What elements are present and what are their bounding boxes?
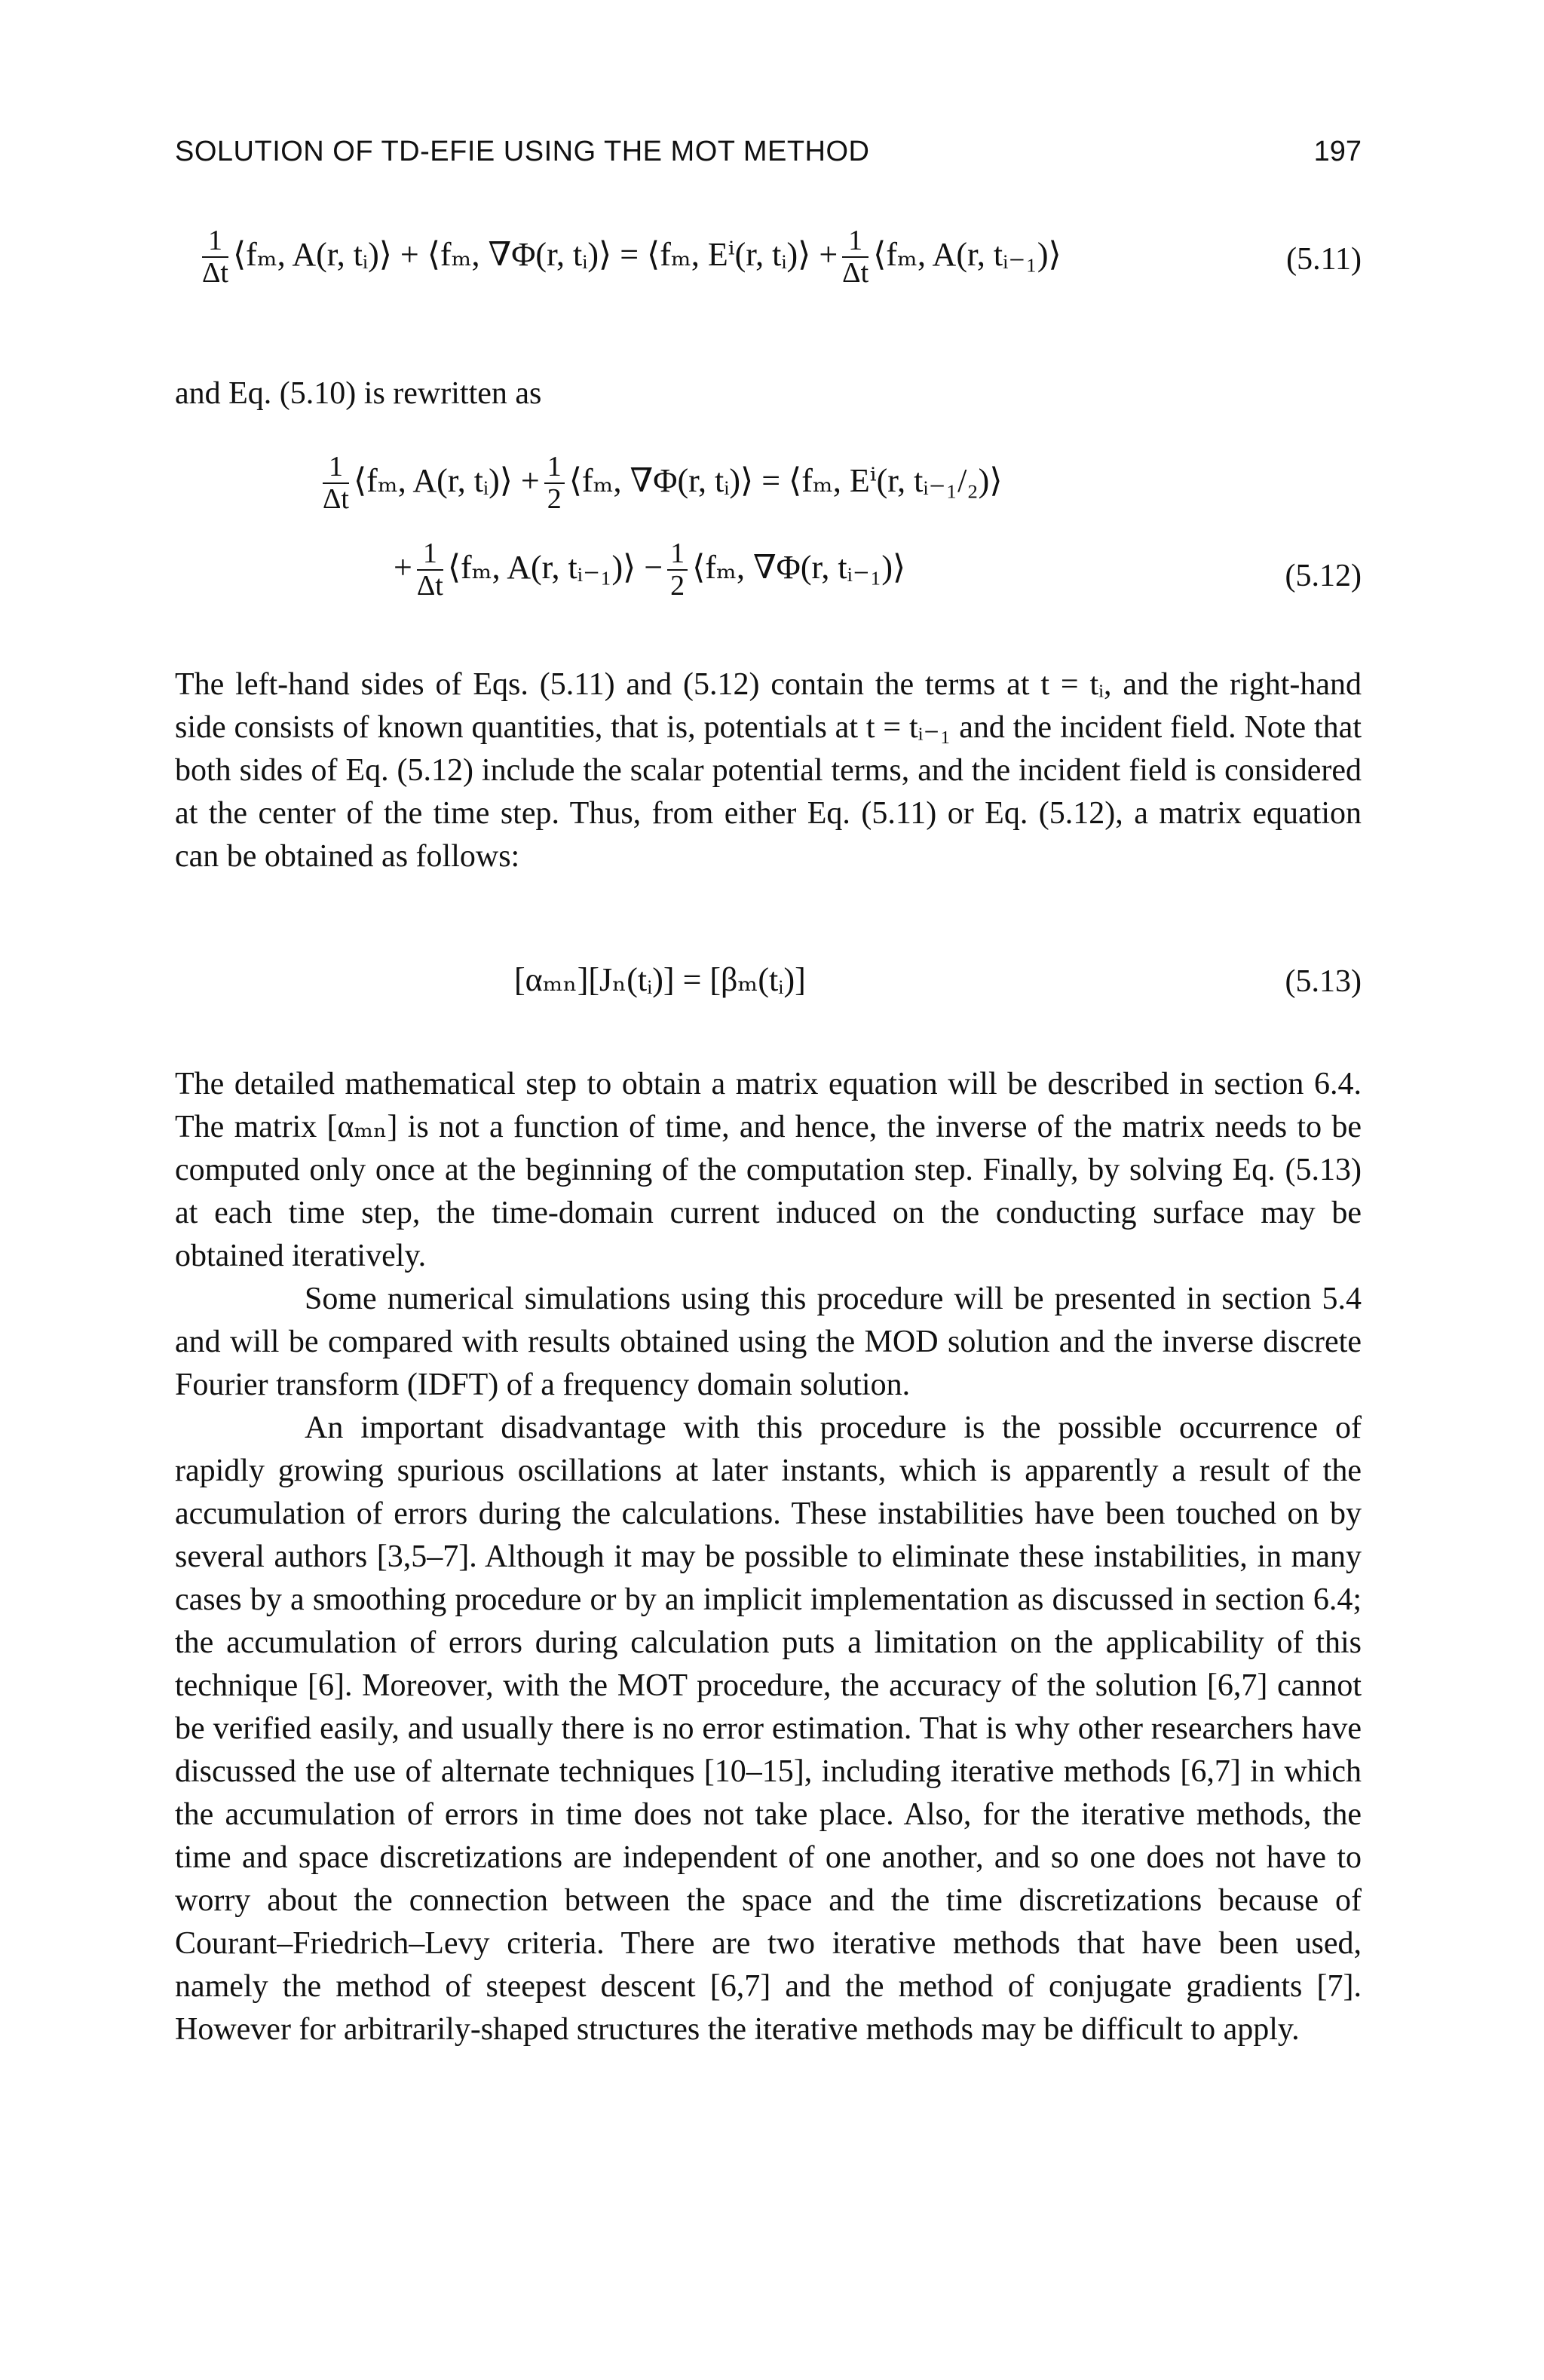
fraction-one-over-dt: $\frac{1}{\Delta t}$ (842, 225, 869, 289)
equation-5-11-body (198, 226, 1062, 289)
eq-5-11-lhs: ⟨fₘ, A(r, tᵢ)⟩ + ⟨fₘ, ∇Φ(r, tᵢ)⟩ = ⟨fₘ, Eⁱ(r, tᵢ)⟩ + (233, 235, 838, 273)
equation-number: (5.13) (1285, 964, 1362, 999)
running-title: SOLUTION OF TD-EFIE USING THE MOT METHOD (175, 136, 870, 167)
equation-5-12-line-2 (394, 539, 905, 602)
eq-5-11-rhs: ⟨fₘ, A(r, tᵢ₋₁)⟩ (873, 235, 1062, 273)
page-number: 197 (1313, 136, 1362, 167)
fraction-one-over-dt: $\frac{1}{\Delta t}$ (416, 538, 443, 602)
equation-number: (5.12) (1285, 559, 1362, 593)
fraction-one-over-dt: $\frac{1}{\Delta t}$ (202, 225, 228, 289)
plus-sign: + (394, 548, 412, 586)
eq-5-12-line1-b: ⟨fₘ, ∇Φ(r, tᵢ)⟩ = ⟨fₘ, Eⁱ(r, tᵢ₋₁/₂)⟩ (568, 461, 1003, 499)
paragraph-3: Some numerical simulations using this procedure will be presented in section 5.4 and will be compared with results obtained using the MOD solution and the inverse discrete Fourier transform (IDFT) of a frequency domain solution. (175, 1282, 1362, 1402)
eq-5-13-body: [αₘₙ][Jₙ(tᵢ)] = [βₘ(tᵢ)] (514, 961, 806, 998)
eq-5-12-line2-b: ⟨fₘ, ∇Φ(r, tᵢ₋₁)⟩ (692, 548, 906, 586)
eq-5-12-line1-a: ⟨fₘ, A(r, tᵢ)⟩ + (354, 461, 540, 499)
paragraph-and-rewritten: and Eq. (5.10) is rewritten as (175, 376, 542, 411)
equation-5-11 (175, 226, 1362, 294)
eq-5-12-line2-a: ⟨fₘ, A(r, tᵢ₋₁)⟩ − (447, 548, 663, 586)
paragraph-1: The left-hand sides of Eqs. (5.11) and (5.12) contain the terms at t = tᵢ, and the right-hand side consists of known quantities, that is, potentials at t = tᵢ₋₁ and the incident field. Note that both sides of Eq. (5.12) include the scalar potential terms, and the incident field is considered at the center of the time step. Thus, from either Eq. (5.11) or Eq. (5.12), a matrix equation can be obtained as follows: (175, 667, 1362, 874)
page-header (175, 136, 1362, 181)
equation-5-13 (175, 957, 1362, 1010)
paragraph-4: An important disadvantage with this procedure is the possible occurrence of rapidly growing spurious oscillations at later instants, which is apparently a result of the accumulation of errors during the calculations. These instabilities have been touched on by several authors [3,5–7]. Although it may be possible to eliminate these instabilities, in many cases by a smoothing procedure or by an implicit implementation as discussed in section 6.4; the accumulation of errors during calculation puts a limitation on the applicability of this technique [6]. Moreover, with the MOT procedure, the accuracy of the solution [6,7] cannot be verified easily, and usually there is no error estimation. That is why other researchers have discussed the use of alternate techniques [10–15], including iterative methods [6,7] in which the accumulation of errors in time does not take place. Also, for the iterative methods, the time and space discretizations are independent of one another, and so one does not have to worry about the connection between the space and the time discretizations because of Courant–Friedrich–Levy criteria. There are two iterative methods that have been used, namely the method of steepest descent [6,7] and the method of conjugate gradients [7]. However for arbitrarily-shaped structures the iterative methods may be difficult to apply. (175, 1411, 1362, 2047)
fraction-one-half: $\frac{1}{2}$ (544, 452, 565, 516)
paragraph-2: The detailed mathematical step to obtain a matrix equation will be described in section 6.4. The matrix [αₘₙ] is not a function of time, and hence, the inverse of the matrix needs to be computed only once at the beginning of the computation step. Finally, by solving Eq. (5.13) at each time step, the time-domain current induced on the conducting surface may be obtained iteratively. (175, 1067, 1362, 1273)
fraction-one-over-dt: $\frac{1}{\Delta t}$ (323, 451, 349, 515)
equation-5-12-line-1 (318, 452, 1002, 516)
fraction-one-half: $\frac{1}{2}$ (667, 539, 688, 602)
equation-5-12 (175, 452, 1362, 626)
equation-number: (5.11) (1286, 242, 1362, 277)
